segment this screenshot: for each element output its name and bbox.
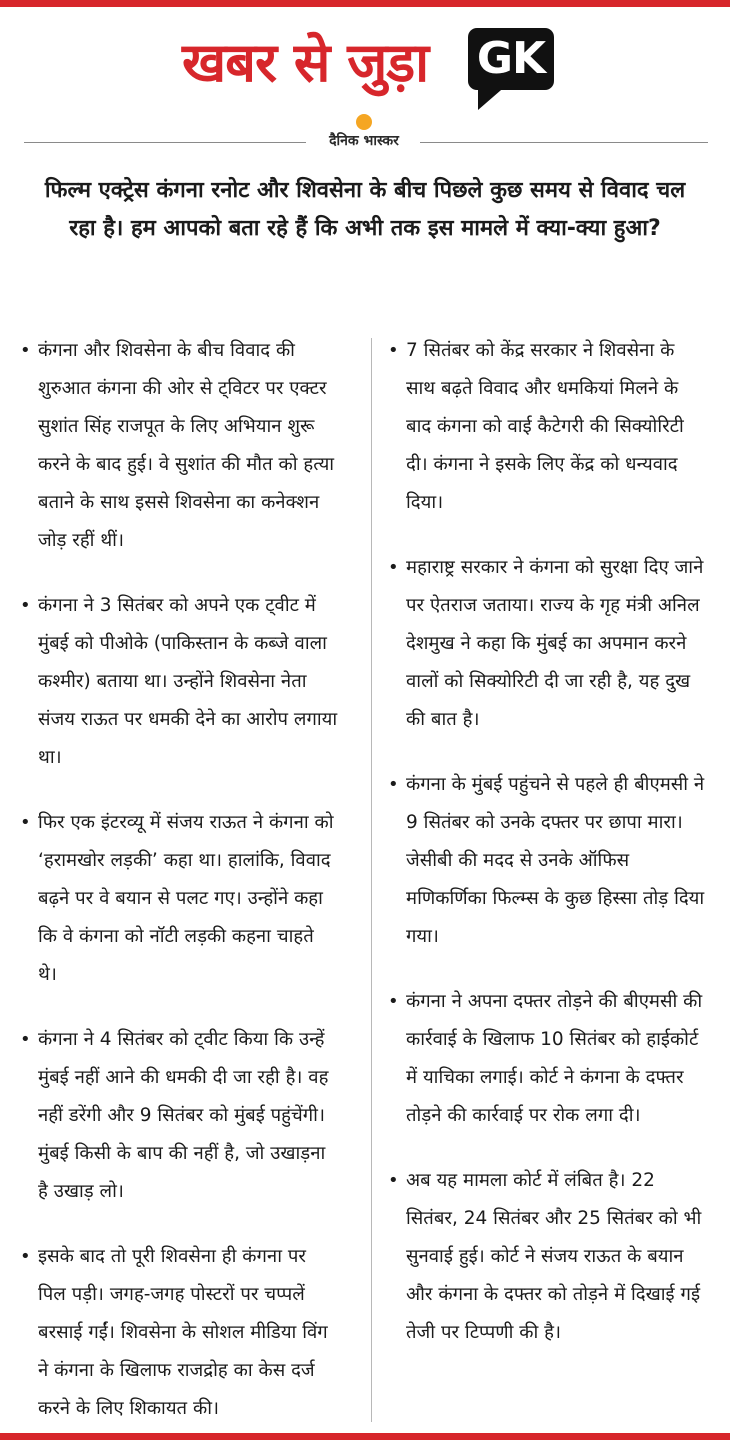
gk-badge-label: GK [468,28,554,90]
list-item-text: कंगना ने 3 सितंबर को अपने एक ट्वीट में मुंबई को पीओके (पाकिस्तान के कब्जे वाला कश्मीर) बताया था। उन्होंने शिवसेना नेता संजय राऊत पर धमकी देने का आरोप लगाया था। [38,595,338,768]
list-item-text: कंगना और शिवसेना के बीच विवाद की शुरुआत कंगना की ओर से ट्विटर पर एक्टर सुशांत सिंह राजपूत के लिए अभियान शुरू करने के बाद हुई। वे सुशांत की मौत को हत्या बताने के साथ इससे शिवसेना का कनेक्शन जोड़ रहीं थीं। [38,340,335,551]
top-red-bar [0,0,730,7]
list-item-text: फिर एक इंटरव्यू में संजय राऊत ने कंगना को ‘हरामखोर लड़की’ कहा था। हालांकि, विवाद बढ़ने पर वे बयान से पलट गए। उन्होंने कहा कि वे कंगना को नॉटी लड़की कहना चाहते थे। [38,812,334,985]
bullet-icon: • [20,1246,31,1267]
list-item [20,1021,338,1211]
sun-logo-icon [356,114,372,130]
bullet-icon: • [388,774,399,795]
intro-heading: फिल्म एक्ट्रेस कंगना रनोट और शिवसेना के बीच पिछले कुछ समय से विवाद चल रहा है। हम आपको बता रहे हैं कि अभी तक इस मामले में क्या-क्या हुआ? [44,178,686,241]
bullet-icon: • [388,991,399,1012]
list-item-text: कंगना ने 4 सितंबर को ट्वीट किया कि उन्हें मुंबई नहीं आने की धमकी दी जा रही है। वह नहीं डरेंगी और 9 सितंबर को मुंबई पहुंचेंगी। मुंबई किसी के बाप की नहीं है, जो उखाड़ना है उखाड़ लो। [38,1029,329,1202]
bottom-red-bar [0,1433,730,1440]
list-item-text: इसके बाद तो पूरी शिवसेना ही कंगना पर पिल पड़ी। जगह-जगह पोस्टरों पर चप्पलें बरसाई गईं। शिवसेना के सोशल मीडिया विंग ने कंगना के खिलाफ राजद्रोह का केस दर्ज करने के लिए शिकायत की। [38,1246,328,1419]
list-item [388,766,706,956]
logo-divider-right [420,142,708,143]
page-title: खबर से जुड़ा [182,31,429,94]
list-item [20,332,338,560]
list-item-text: 7 सितंबर को केंद्र सरकार ने शिवसेना के साथ बढ़ते विवाद और धमकियां मिलने के बाद कंगना को वाई कैटेगरी की सिक्योरिटी दी। कंगना ने इसके लिए केंद्र को धन्यवाद दिया। [406,340,684,513]
list-item [388,1162,706,1352]
list-item [388,983,706,1135]
logo-divider-left [24,142,306,143]
list-item-text: कंगना ने अपना दफ्तर तोड़ने की बीएमसी की कार्रवाई के खिलाफ 10 सितंबर को हाईकोर्ट में याचिका लगाई। कोर्ट ने कंगना के दफ्तर तोड़ने की कार्रवाई पर रोक लगा दी। [406,991,703,1126]
speech-bubble-tail [478,84,508,110]
column-divider [371,338,372,1422]
publisher-logo: दैनिक भास्कर [329,133,399,149]
bullet-icon: • [388,557,399,578]
list-item [388,549,706,739]
list-item-text: कंगना के मुंबई पहुंचने से पहले ही बीएमसी ने 9 सितंबर को उनके दफ्तर पर छापा मारा। जेसीबी की मदद से उनके ऑफिस मणिकर्णिका फिल्म्स के कुछ हिस्सा तोड़ दिया गया। [406,774,705,947]
bullet-icon: • [20,595,31,616]
list-item [20,1238,338,1428]
list-item [388,332,706,522]
left-column-list [20,332,338,1455]
right-column-list [388,332,706,1379]
gk-speech-bubble-icon [468,28,556,110]
bullet-icon: • [388,1170,399,1191]
bullet-icon: • [20,1029,31,1050]
bullet-icon: • [388,340,399,361]
list-item [20,587,338,777]
list-item-text: अब यह मामला कोर्ट में लंबित है। 22 सितंबर, 24 सितंबर और 25 सितंबर को भी सुनवाई हुई। कोर्ट ने संजय राऊत के बयान और कंगना के दफ्तर को तोड़ने में दिखाई गई तेजी पर टिप्पणी की है। [406,1170,702,1343]
bullet-icon: • [20,340,31,361]
list-item [20,804,338,994]
bullet-icon: • [20,812,31,833]
list-item-text: महाराष्ट्र सरकार ने कंगना को सुरक्षा दिए जाने पर ऐतराज जताया। राज्य के गृह मंत्री अनिल देशमुख ने कहा कि मुंबई का अपमान करने वालों को सिक्योरिटी दी जा रही है, यह दुख की बात है। [406,557,704,730]
